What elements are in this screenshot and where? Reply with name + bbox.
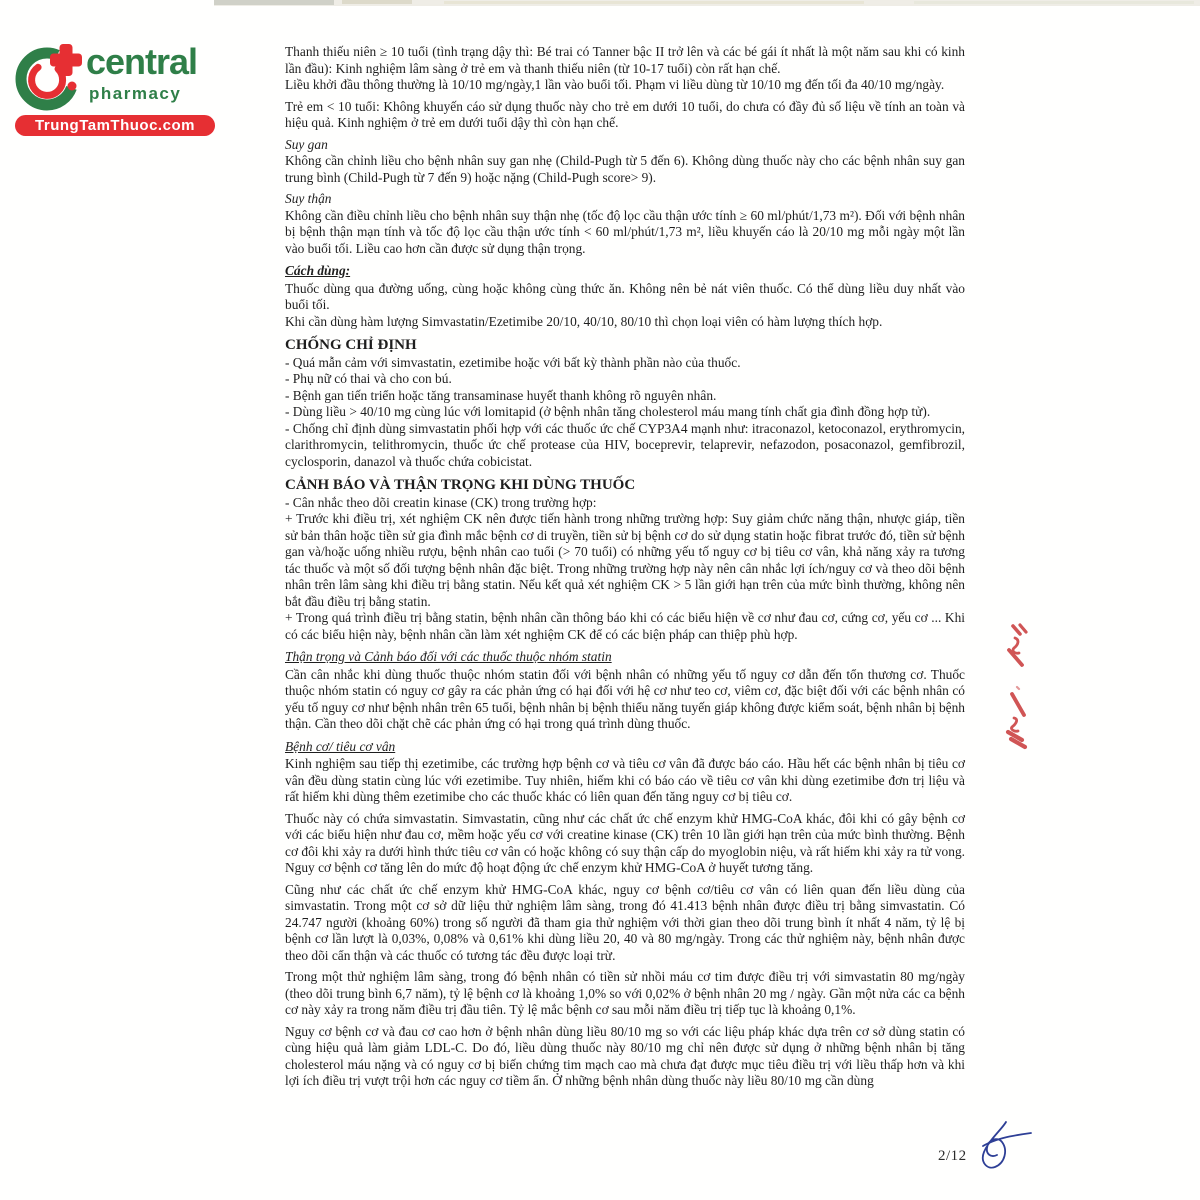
scan-artifact-segment (214, 0, 334, 5)
red-pen-marks (998, 618, 1034, 768)
section-heading: CẢNH BÁO VÀ THẬN TRỌNG KHI DÙNG THUỐC (285, 477, 636, 493)
paragraph: Trong một thử nghiệm lâm sàng, trong đó bệnh nhân có tiền sử nhồi máu cơ tim được điều trị với simvastatin 80 mg/ngày (theo dõi trung bình 6,7 năm), tỷ lệ bệnh cơ là khoảng 1,0% so với 0,02% ở bệnh nhân 20 mg / ngày. Gần một nửa các ca bệnh cơ này xảy ra trong năm điều trị đầu tiên. Tỷ lệ mắc bệnh cơ sau mỗi năm điều trị tiếp tục là khoảng 0,1%. (285, 969, 965, 1017)
paragraph: - Cân nhắc theo dõi creatin kinase (CK) trong trường hợp: (285, 494, 597, 510)
section-heading: Suy thận (285, 191, 332, 206)
logo-red-dot (68, 82, 77, 91)
scan-artifact-segment (342, 0, 412, 4)
paragraph: Trẻ em < 10 tuổi: Không khuyến cáo sử dụng thuốc này cho trẻ em dưới 10 tuổi, do chưa có đầy đủ số liệu về tính an toàn và hiệu quả. Kinh nghiệm ở trẻ em dưới tuổi dậy thì còn hạn chế. (285, 98, 965, 130)
paragraph: Liều khởi đầu thông thường là 10/10 mg/ngày,1 lần vào buổi tối. Phạm vi liều dùng từ 10/10 mg đến tối đa 40/10 mg/ngày. (285, 77, 945, 92)
paragraph: - Dùng liều > 40/10 mg cùng lúc với lomitapid (ở bệnh nhân tăng cholesterol máu mang tính chất gia đình đồng hợp tử). (285, 404, 931, 419)
paragraph: - Quá mẫn cảm với simvastatin, ezetimibe hoặc với bất kỳ thành phần nào của thuốc. (285, 354, 741, 370)
paragraph: Kinh nghiệm sau tiếp thị ezetimibe, các trường hợp bệnh cơ và tiêu cơ vân đã được báo cáo. Hầu hết các bệnh nhân bị tiêu cơ vân đều dùng statin cùng lúc với ezetimibe. Tuy nhiên, hiếm khi có báo cáo về tiêu cơ vân khi dùng ezetimibe đơn trị liệu và rất hiếm khi dùng thêm ezetimibe cho các thuốc khác có liên quan đến tăng nguy cơ bị tiêu cơ. (285, 756, 965, 804)
paragraph: - Bệnh gan tiến triển hoặc tăng transaminase huyết thanh không rõ nguyên nhân. (285, 387, 717, 403)
document-body (285, 44, 965, 1090)
signature-ink (975, 1112, 1041, 1180)
scan-artifact-segment (914, 1, 1194, 4)
paragraph: - Phụ nữ có thai và cho con bú. (285, 371, 452, 386)
page-number: 2/12 (938, 1148, 967, 1164)
section-heading: Suy gan (285, 136, 328, 152)
paragraph: Thanh thiếu niên ≥ 10 tuổi (tình trạng dậy thì: Bé trai có Tanner bậc II trở lên và các bé gái ít nhất là một năm sau khi có kinh lần đầu): Kinh nghiệm lâm sàng ở trẻ em và thanh thiếu niên (từ 10-17 tuổi) còn rất hạn chế. (285, 44, 965, 76)
section-heading: Cách dùng: (285, 263, 351, 278)
paragraph: + Trong quá trình điều trị bằng statin, bệnh nhân cần thông báo khi có các biểu hiện về cơ như đau cơ, cứng cơ, yếu cơ ... Khi có các biểu hiện này, bệnh nhân cần làm xét nghiệm CK để có các biện pháp can thiệp phù hợp. (285, 610, 965, 642)
scan-artifact-segment (444, 1, 864, 4)
paragraph: Không cần điều chỉnh liều cho bệnh nhân suy thận nhẹ (tốc độ lọc cầu thận ước tính ≥ 60 ml/phút/1,73 m²). Đối với bệnh nhân bị bệnh thận mạn tính và tốc độ lọc cầu thận ước tính < 60 ml/phút/1,73 m², liều khuyến cáo là 20/10 mg mỗi ngày một lần vào buổi tối. Liều cao hơn cần được sử dụng thận trọng. (285, 207, 965, 256)
paragraph: Cần cân nhắc khi dùng thuốc thuộc nhóm statin đối với bệnh nhân có những yếu tố nguy cơ dẫn đến tổn thương cơ. Thuốc thuộc nhóm statin có nguy cơ gây ra các phản ứng có hại đối với hệ cơ như teo cơ, viêm cơ, đặc biệt đối với các bệnh nhân có yếu tố nguy cơ như bệnh nhân trên 65 tuổi, bệnh nhân bị bệnh thiểu năng tuyến giáp không được kiểm soát, bệnh nhân bị bệnh thận. Cần theo dõi chặt chẽ các phản ứng có hại trong quá trình dùng thuốc. (285, 666, 965, 731)
section-heading: Bệnh cơ/ tiêu cơ vân (285, 738, 396, 754)
paragraph: Thuốc này có chứa simvastatin. Simvastatin, cũng như các chất ức chế enzym khử HMG-CoA khác, đôi khi có gây bệnh cơ với các biểu hiện như đau cơ, mềm hoặc yếu cơ với creatine kinase (CK) trên 10 lần giới hạn trên của mức bình thường. Bệnh cơ đôi khi xảy ra dưới hình thức tiêu cơ vân có hoặc không có suy thận cấp do myoglobin niệu, và rất hiếm khi xảy ra tử vong. Nguy cơ bệnh cơ tăng lên do mức độ hoạt động ức chế enzym khử HMG-CoA ở huyết tương tăng. (285, 810, 965, 875)
paragraph: Thuốc dùng qua đường uống, cùng hoặc không cùng thức ăn. Không nên bẻ nát viên thuốc. Có thể dùng liều duy nhất vào buổi tối. (285, 280, 965, 312)
central-pharmacy-logo (15, 28, 237, 140)
scan-artifact-top-edge (214, 0, 1200, 6)
paragraph: Không cần chỉnh liều cho bệnh nhân suy gan nhẹ (Child-Pugh từ 5 đến 6). Không dùng thuốc này cho các bệnh nhân suy gan trung bình (Child-Pugh từ 7 đến 9) hoặc nặng (Child-Pugh score> 9). (285, 153, 965, 185)
logo-brand-text: central (86, 41, 198, 82)
logo-site-badge: TrungTamThuoc.com (15, 115, 215, 136)
logo-c-mark-icon (15, 34, 87, 120)
paragraph: Nguy cơ bệnh cơ và đau cơ cao hơn ở bệnh nhân dùng liều 80/10 mg so với các liệu pháp khác dựa trên cơ sở dùng statin có cùng hiệu quả làm giảm LDL-C. Do đó, liều dùng thuốc này 80/10 mg chỉ nên được sử dụng ở những bệnh nhân bị tăng cholesterol máu nặng và có nguy cơ bị biến chứng tim mạch cao mà chưa đạt được mục tiêu điều trị với liều thấp hơn và khi lợi ích điều trị vượt trội hơn các nguy cơ tiềm ẩn. Ở những bệnh nhân dùng thuốc này liều 80/10 mg cần dùng (285, 1023, 965, 1088)
section-heading: Thận trọng và Cảnh báo đối với các thuốc thuộc nhóm statin (285, 649, 612, 664)
paragraph: Khi cần dùng hàm lượng Simvastatin/Ezetimibe 20/10, 40/10, 80/10 thì chọn loại viên có hàm lượng thích hợp. (285, 313, 883, 329)
paragraph: - Chống chỉ định dùng simvastatin phối hợp với các thuốc ức chế CYP3A4 mạnh như: itraconazol, ketoconazol, erythromycin, clarithromycin, telithromycin, thuốc ức chế protease của HIV, boceprevir, telaprevir, nefazodon, posaconazol, gemfibrozil, cyclosporin, danazol và thuốc chứa cobicistat. (285, 420, 965, 469)
logo-subbrand-text: pharmacy (89, 84, 182, 103)
paragraph: + Trước khi điều trị, xét nghiệm CK nên được tiến hành trong những trường hợp: Suy giảm chức năng thận, nhược giáp, tiền sử bản thân hoặc tiền sử gia đình mắc bệnh cơ di truyền, tiền sử bị bệnh cơ do sử dụng statin hoặc fibrat trước đó, tiền sử bệnh gan và/hoặc uống nhiều rượu, bệnh nhân cao tuổi (> 70 tuổi) có những yếu tố nguy cơ bị tiêu cơ vân, khả năng xảy ra tương tác thuốc và một số đối tượng bệnh nhân đặc biệt. Trong những trường hợp này nên cân nhắc lợi ích/nguy cơ và theo dõi bệnh nhân trên lâm sàng khi điều trị bằng statin. Nếu kết quả xét nghiệm CK > 5 lần giới hạn trên của mức bình thường, không nên bắt đầu điều trị bằng statin. (285, 511, 965, 609)
paragraph: Cũng như các chất ức chế enzym khử HMG-CoA khác, nguy cơ bệnh cơ/tiêu cơ vân có liên quan đến liều dùng của simvastatin. Trong một cơ sở dữ liệu thử nghiệm lâm sàng, trong đó 41.413 bệnh nhân được điều trị bằng simvastatin. Có 24.747 người (khoảng 60%) trong số người đã tham gia thử nghiệm với thời gian theo dõi trung bình ít nhất 4 năm, tỷ lệ bị bệnh cơ lần lượt là 0,03%, 0,08% và 0,61% khi dùng liều 20, 40 và 80 mg/ngày. Trong các thử nghiệm này, bệnh nhân được theo dõi cẩn thận và các thuốc có tương tác đều được loại trừ. (285, 881, 965, 963)
section-heading: CHỐNG CHỈ ĐỊNH (285, 337, 417, 353)
